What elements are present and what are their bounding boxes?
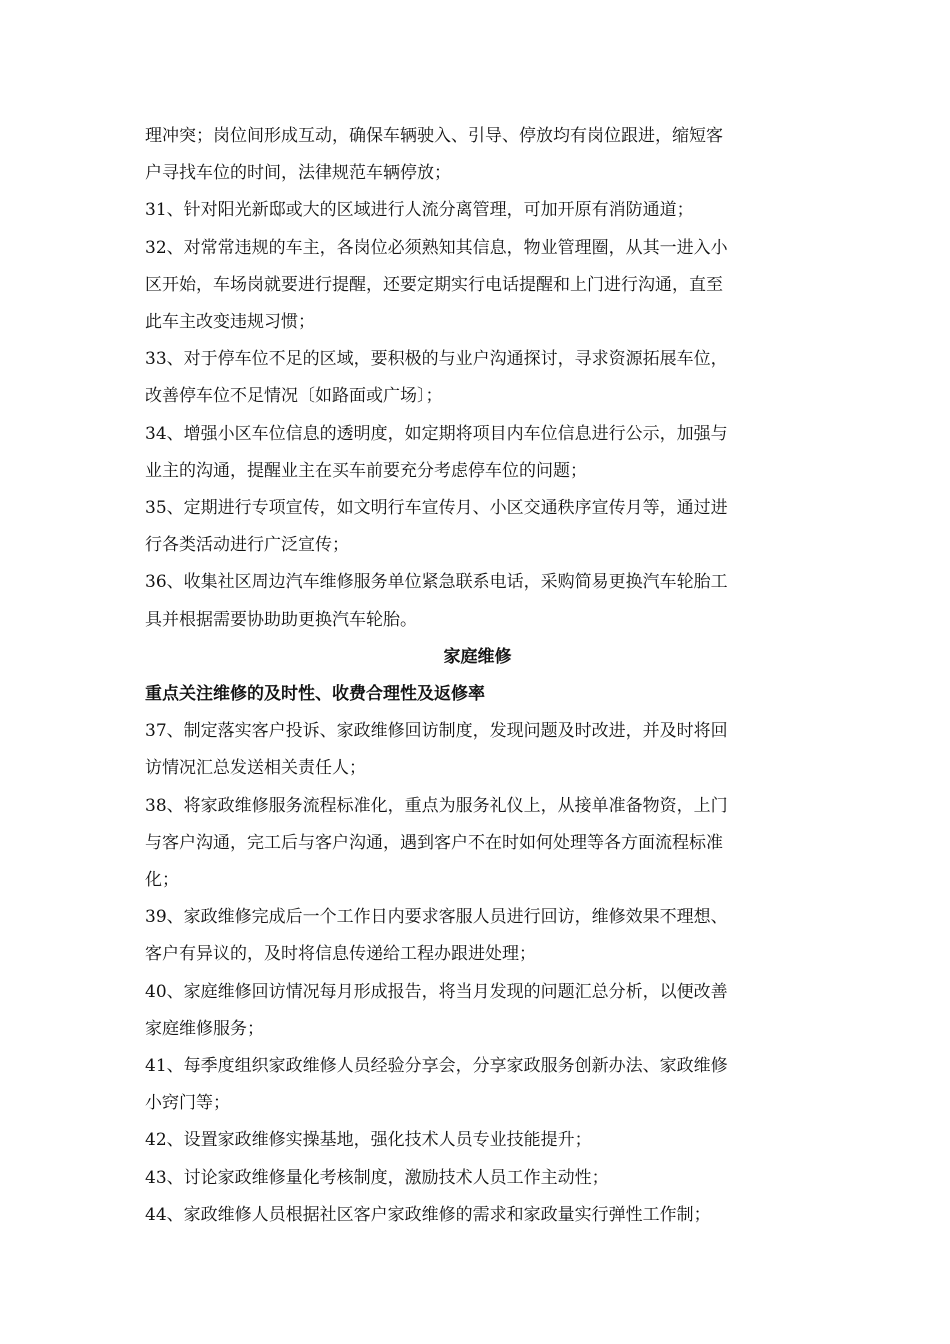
text-line: 43、讨论家政维修量化考核制度，激励技术人员工作主动性；: [145, 1167, 609, 1188]
text-line: 户寻找车位的时间，法律规范车辆停放；: [145, 163, 451, 184]
text-line: 31、针对阳光新邸或大的区域进行人流分离管理，可加开原有消防通道；: [145, 200, 694, 221]
text-line: 访情况汇总发送相关责任人；: [145, 758, 366, 779]
section-subtitle: 重点关注维修的及时性、收费合理性及返修率: [145, 684, 485, 705]
section-title: 家庭维修: [443, 646, 512, 667]
text-line: 42、设置家政维修实操基地，强化技术人员专业技能提升；: [145, 1130, 592, 1151]
text-line: 业主的沟通，提醒业主在买车前要充分考虑停车位的问题；: [145, 460, 587, 481]
document-body: [145, 118, 810, 1234]
text-line: 40、家庭维修回访情况每月形成报告，将当月发现的问题汇总分析，以便改善: [145, 981, 728, 1002]
text-line: 38、将家政维修服务流程标准化，重点为服务礼仪上，从接单准备物资，上门: [145, 795, 728, 816]
text-line: 区开始，车场岗就要进行提醒，还要定期实行电话提醒和上门进行沟通，直至: [145, 274, 723, 295]
text-line: 与客户沟通，完工后与客户沟通，遇到客户不在时如何处理等各方面流程标准: [145, 832, 723, 853]
text-line: 具并根据需要协助助更换汽车轮胎。: [145, 609, 417, 630]
text-line: 36、收集社区周边汽车维修服务单位紧急联系电话，采购简易更换汽车轮胎工: [145, 572, 728, 593]
text-line: 客户有异议的，及时将信息传递给工程办跟进处理；: [145, 944, 536, 965]
text-line: 行各类活动进行广泛宣传；: [145, 535, 349, 556]
text-line: 化；: [145, 870, 179, 891]
text-line: 37、制定落实客户投诉、家政维修回访制度，发现问题及时改进，并及时将回: [145, 721, 728, 742]
text-line: 家庭维修服务；: [145, 1018, 264, 1039]
text-line: 41、每季度组织家政维修人员经验分享会，分享家政服务创新办法、家政维修: [145, 1056, 728, 1077]
text-line: 理冲突；岗位间形成互动，确保车辆驶入、引导、停放均有岗位跟进，缩短客: [145, 126, 723, 146]
text-line: 改善停车位不足情况〔如路面或广场〕；: [145, 386, 443, 407]
text-line: 44、家政维修人员根据社区客户家政维修的需求和家政量实行弹性工作制；: [145, 1204, 711, 1225]
text-line: 32、对常常违规的车主，各岗位必须熟知其信息，物业管理圈，从其一进入小: [145, 237, 728, 258]
text-line: 小窍门等；: [145, 1093, 230, 1114]
text-line: 35、定期进行专项宣传，如文明行车宣传月、小区交通秩序宣传月等，通过进: [145, 498, 728, 519]
text-line: 39、家政维修完成后一个工作日内要求客服人员进行回访，维修效果不理想、: [145, 907, 728, 928]
text-line: 33、对于停车位不足的区域，要积极的与业户沟通探讨，寻求资源拓展车位，: [145, 349, 728, 370]
text-line: 34、增强小区车位信息的透明度，如定期将项目内车位信息进行公示，加强与: [145, 423, 728, 444]
text-line: 此车主改变违规习惯；: [145, 312, 315, 333]
